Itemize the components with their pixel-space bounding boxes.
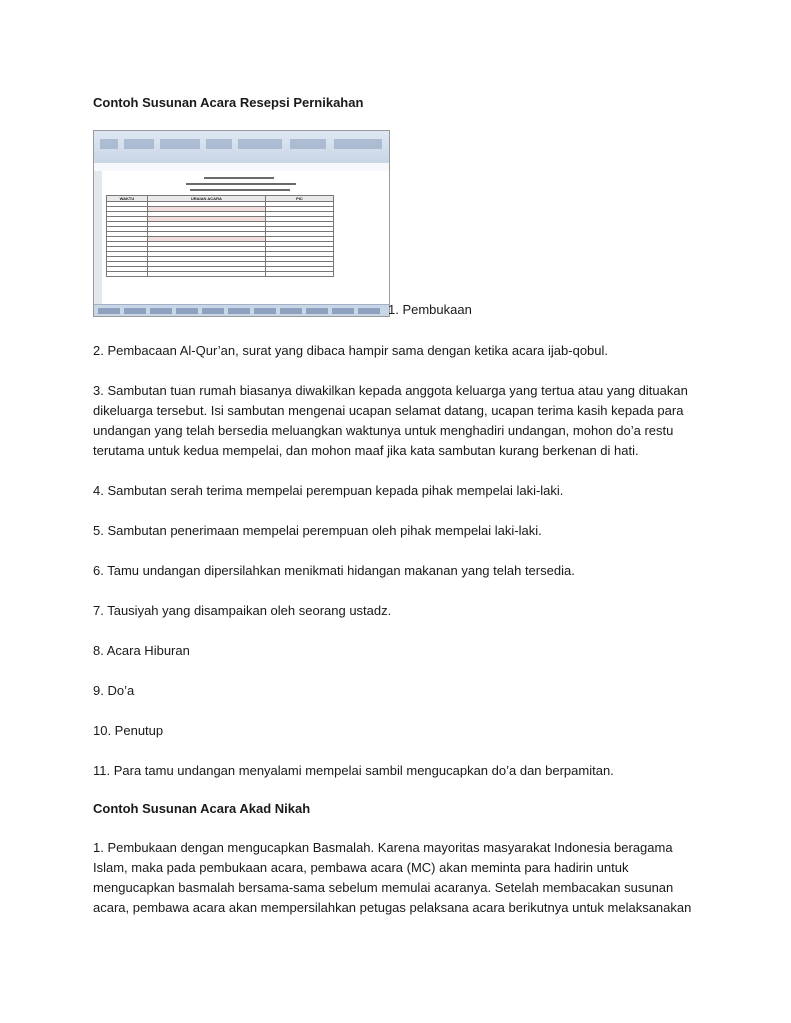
col-pic: PIC — [265, 196, 333, 202]
list-item: 3. Sambutan tuan rumah biasanya diwakilkan kepada anggota keluarga yang tertua atau yang dituakan dikeluarga tersebut. Isi sambutan mengenai ucapan selamat datang, ucapan terima kasih kepada para undangan yang telah bersedia meluangkan waktunya untuk menghadiri undangan, mohon do’a restu terutama untuk kedua mempelai, dan mohon maaf jika kata sambutan kurang berkenan di hati. — [93, 383, 688, 458]
list-item: 9. Do’a — [93, 683, 135, 698]
list-item: 10. Penutup — [93, 723, 164, 738]
col-uraian: URAIAN ACARA — [147, 196, 265, 202]
list-item: 6. Tamu undangan dipersilahkan menikmati hidangan makanan yang telah tersedia. — [93, 563, 575, 578]
col-waktu: WAKTU — [107, 196, 148, 202]
taskbar — [94, 304, 389, 317]
sheet-title-line-1 — [204, 177, 274, 179]
list-item: 4. Sambutan serah terima mempelai perempuan kepada pihak mempelai laki-laki. — [93, 483, 564, 498]
list-item: 1. Pembukaan dengan mengucapkan Basmalah. Karena mayoritas masyarakat Indonesia beragama Islam, maka pada pembukaan acara, pembawa acara (MC) akan meminta para hadirin untuk mengucapkan basmalah bersama-sama sebelum memulai acaranya. Setelah membacakan susunan acara, pembawa acara akan mempersilahkan petugas pelaksana acara berikutnya untuk melaksanakan — [93, 840, 692, 915]
sheet-title-line-3 — [190, 189, 290, 191]
list-item-pembukaan: 1. Pembukaan — [388, 302, 472, 317]
heading-resepsi: Contoh Susunan Acara Resepsi Pernikahan — [93, 95, 364, 110]
list-item: 7. Tausiyah yang disampaikan oleh seorang ustadz. — [93, 603, 392, 618]
agenda-table — [106, 195, 334, 277]
sheet-title-line-2 — [186, 183, 296, 185]
spreadsheet-screenshot-image — [93, 130, 390, 317]
spreadsheet-ribbon — [94, 131, 389, 164]
list-item: 5. Sambutan penerimaan mempelai perempuan oleh pihak mempelai laki-laki. — [93, 523, 542, 538]
heading-akad: Contoh Susunan Acara Akad Nikah — [93, 801, 311, 816]
list-item: 2. Pembacaan Al-Qur’an, surat yang dibaca hampir sama dengan ketika acara ijab-qobul. — [93, 343, 609, 358]
list-item: 8. Acara Hiburan — [93, 643, 190, 658]
list-item: 11. Para tamu undangan menyalami mempelai sambil mengucapkan do’a dan berpamitan. — [93, 763, 614, 778]
